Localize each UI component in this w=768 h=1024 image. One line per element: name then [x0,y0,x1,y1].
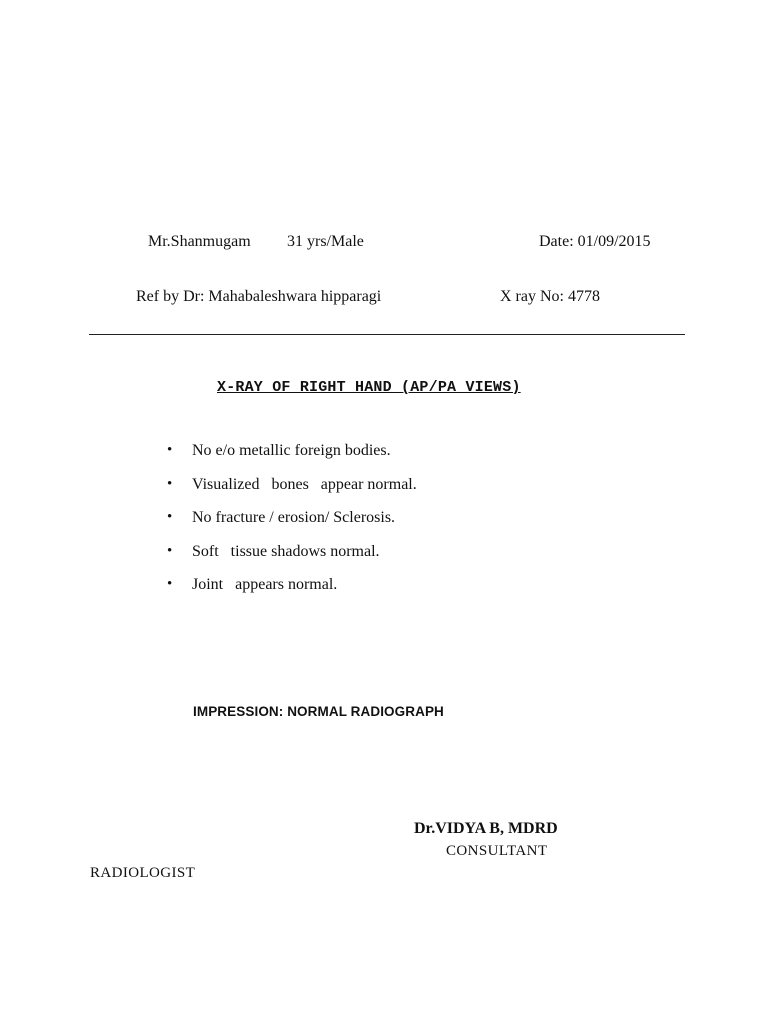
bullet-icon: • [167,442,173,458]
signatory-name: Dr.VIDYA B, MDRD [414,820,558,837]
finding-item [165,509,417,543]
finding-text: No fracture / erosion/ Sclerosis. [192,509,396,526]
finding-text: Visualized bones appear normal. [192,475,417,493]
finding-item [165,476,417,510]
bullet-icon: • [167,542,173,559]
signatory-role: CONSULTANT [446,843,548,859]
xray-number: X ray No: 4778 [500,288,600,305]
finding-item [165,576,417,610]
bullet-icon: • [167,475,173,492]
patient-age-sex: 31 yrs/Male [287,233,364,250]
finding-text: Soft tissue shadows normal. [192,542,380,560]
finding-item [165,543,417,577]
report-title: X-RAY OF RIGHT HAND (AP/PA VIEWS) [217,379,521,396]
patient-name: Mr.Shanmugam [148,233,251,250]
findings-list [165,442,417,610]
referring-doctor: Ref by Dr: Mahabaleshwara hipparagi [136,288,382,305]
finding-text: Joint appears normal. [192,576,338,593]
finding-text: No e/o metallic foreign bodies. [192,442,391,459]
impression: IMPRESSION: NORMAL RADIOGRAPH [193,704,444,719]
header-divider [89,334,685,335]
bullet-icon: • [167,509,173,525]
bullet-icon: • [167,576,173,592]
report-date: Date: 01/09/2015 [539,233,651,250]
signatory-department: RADIOLOGIST [90,865,196,881]
finding-item [165,442,417,476]
